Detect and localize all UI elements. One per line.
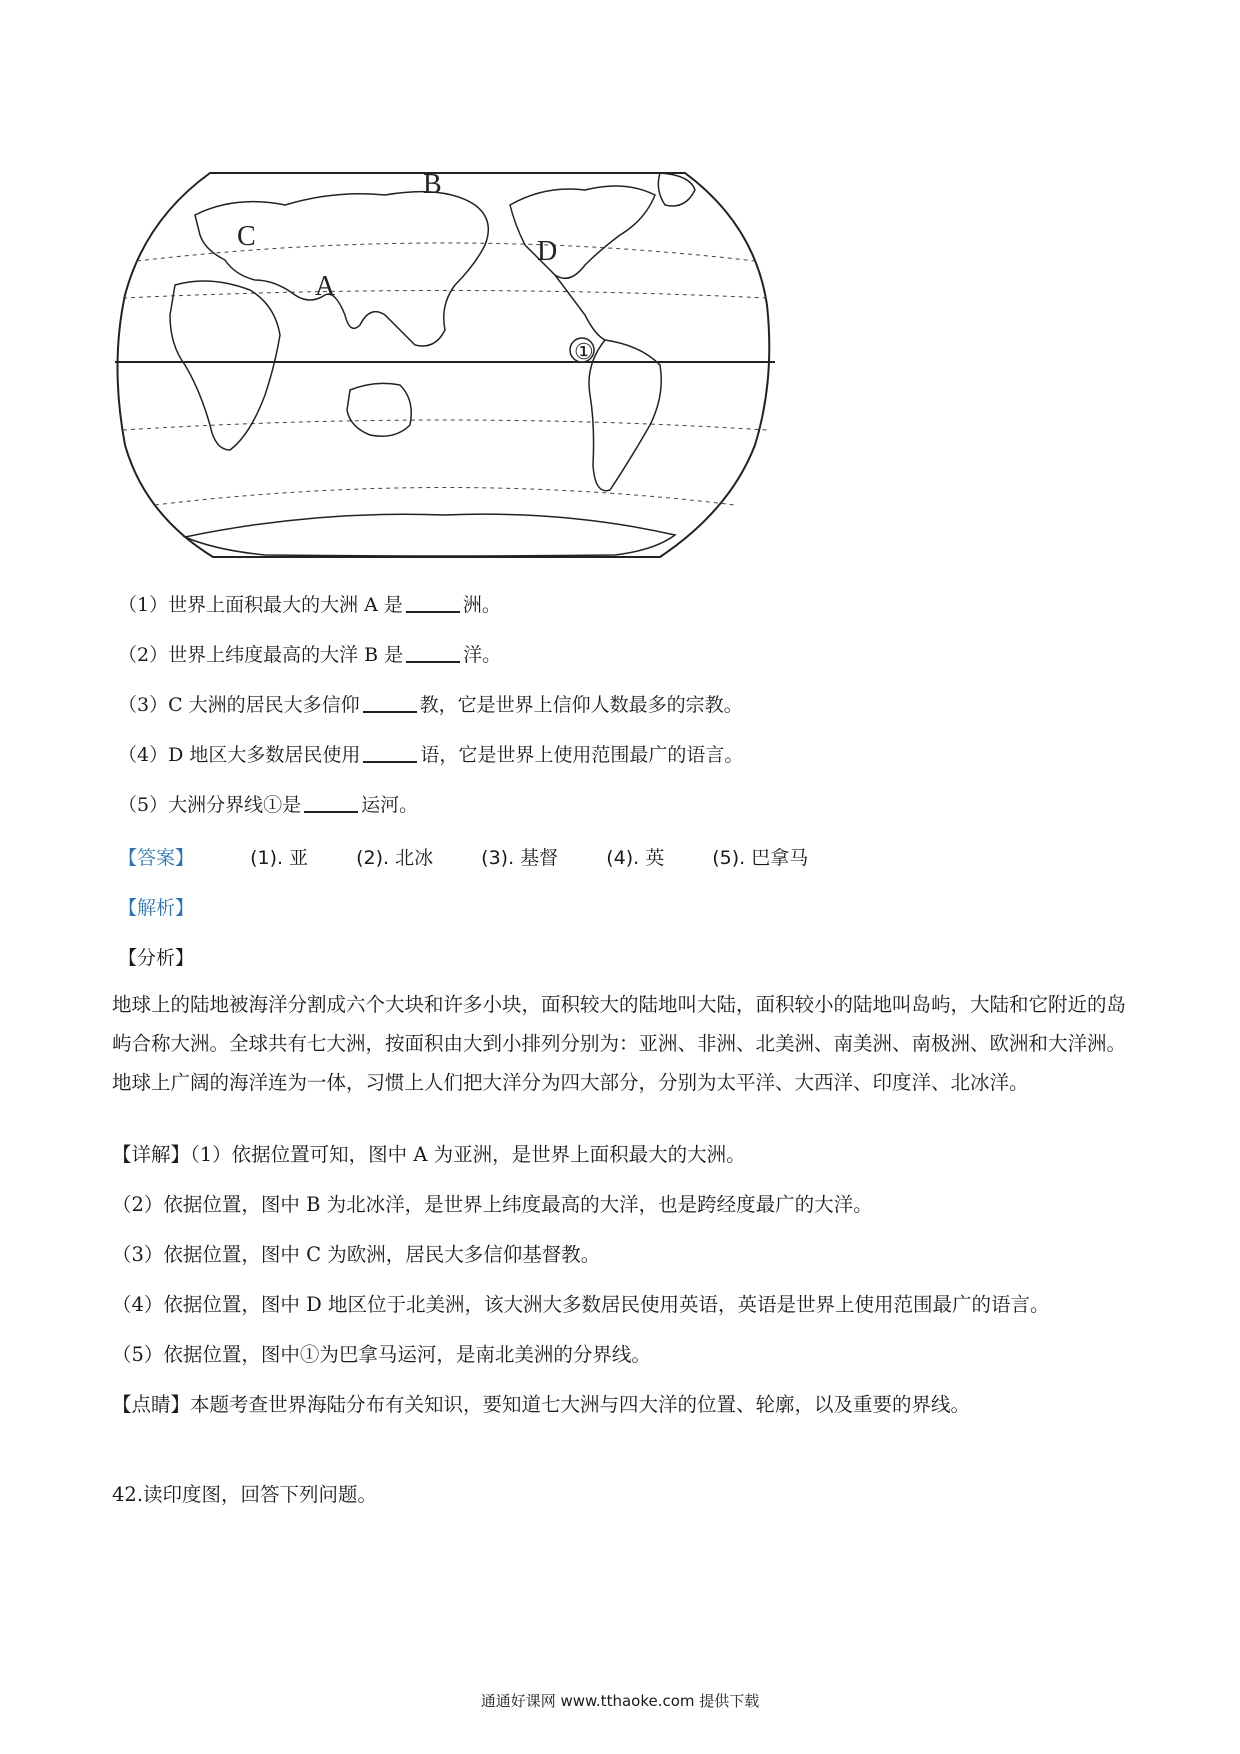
detail-line-3: （3）依据位置，图中 C 为欧洲，居民大多信仰基督教。 <box>112 1243 601 1266</box>
question-1 <box>118 592 501 618</box>
answer-item: (2). 北冰 <box>356 847 434 869</box>
world-map-figure <box>115 165 775 565</box>
question-3 <box>118 692 743 718</box>
central-america-outline <box>555 275 605 340</box>
question-text: （5）大洲分界线①是 <box>118 794 302 816</box>
answer-blank <box>363 693 417 713</box>
question-5 <box>118 792 418 818</box>
australia-outline <box>347 383 411 436</box>
detail-line-1: 【详解】（1）依据位置可知，图中 A 为亚洲，是世界上面积最大的大洲。 <box>112 1143 746 1166</box>
question-text: 语，它是世界上使用范围最广的语言。 <box>420 744 744 766</box>
world-map-svg <box>115 165 775 565</box>
analysis-text: 地球上的陆地被海洋分割成六个大块和许多小块，面积较大的陆地叫大陆，面积较小的陆地叫岛屿，大陆和它附近的岛屿合称大洲。全球共有七大洲，按面积由大到小排列分别为：亚洲、非洲、北美洲、南美洲、南极洲、欧洲和大洋洲。地球上广阔的海洋连为一体，习惯上人们把大洋分为四大部分，分别为太平洋、大西洋、印度洋、北冰洋。 <box>112 993 1127 1094</box>
page-footer: 通通好课网 www.tthaoke.com 提供下载 <box>480 1692 760 1710</box>
antarctica-outline <box>185 514 675 556</box>
latitude-line <box>137 243 755 261</box>
africa-outline <box>170 281 280 450</box>
detail-line-2: （2）依据位置，图中 B 为北冰洋，是世界上纬度最高的大洋，也是跨经度最广的大洋。 <box>112 1193 873 1216</box>
map-label-a: A <box>315 271 336 302</box>
question-text: 洲。 <box>462 594 501 616</box>
fenxi-tag: 【分析】 <box>118 947 195 969</box>
latitude-line <box>123 291 767 299</box>
dianjing-line: 【点睛】本题考查世界海陆分布有关知识，要知道七大洲与四大洋的位置、轮廓，以及重要的界线。 <box>112 1393 971 1416</box>
map-outline <box>118 173 770 557</box>
answer-blank <box>363 743 417 763</box>
answer-item: (4). 英 <box>606 847 665 869</box>
map-label-c: C <box>237 221 256 252</box>
next-question: 42.读印度图，回答下列问题。 <box>112 1483 378 1506</box>
answer-item: (1). 亚 <box>250 847 309 869</box>
question-text: （3）C 大洲的居民大多信仰 <box>118 694 360 716</box>
answer-blank <box>406 593 460 613</box>
greenland-outline <box>658 173 695 206</box>
question-text: 运河。 <box>361 794 419 816</box>
map-label-b: B <box>423 169 442 200</box>
eurasia-outline <box>195 192 488 346</box>
latitude-line <box>155 488 735 506</box>
map-label-canal: ① <box>574 339 594 364</box>
analysis-tag: 【解析】 <box>118 897 195 919</box>
answer-row <box>118 843 850 870</box>
answer-blank <box>304 793 358 813</box>
question-text: 教，它是世界上信仰人数最多的宗教。 <box>419 694 743 716</box>
answer-blank <box>406 643 460 663</box>
answer-item: (3). 基督 <box>481 847 559 869</box>
question-2 <box>118 642 501 668</box>
question-text: （2）世界上纬度最高的大洋 B 是 <box>118 644 404 666</box>
question-text: （1）世界上面积最大的大洲 A 是 <box>118 594 403 616</box>
detail-line-4: （4）依据位置，图中 D 地区位于北美洲，该大洲大多数居民使用英语，英语是世界上使用范围最广的语言。 <box>112 1293 1050 1316</box>
question-text: （4）D 地区大多数居民使用 <box>118 744 361 766</box>
question-text: 洋。 <box>463 644 502 666</box>
question-4 <box>118 742 743 768</box>
latitude-line <box>123 420 767 430</box>
detail-line-5: （5）依据位置，图中①为巴拿马运河，是南北美洲的分界线。 <box>112 1343 651 1366</box>
north-america-outline <box>510 186 655 278</box>
analysis-paragraph <box>112 985 1142 1102</box>
answer-item: (5). 巴拿马 <box>712 847 809 869</box>
map-label-d: D <box>537 236 558 267</box>
answer-tag: 【答案】 <box>118 847 195 869</box>
